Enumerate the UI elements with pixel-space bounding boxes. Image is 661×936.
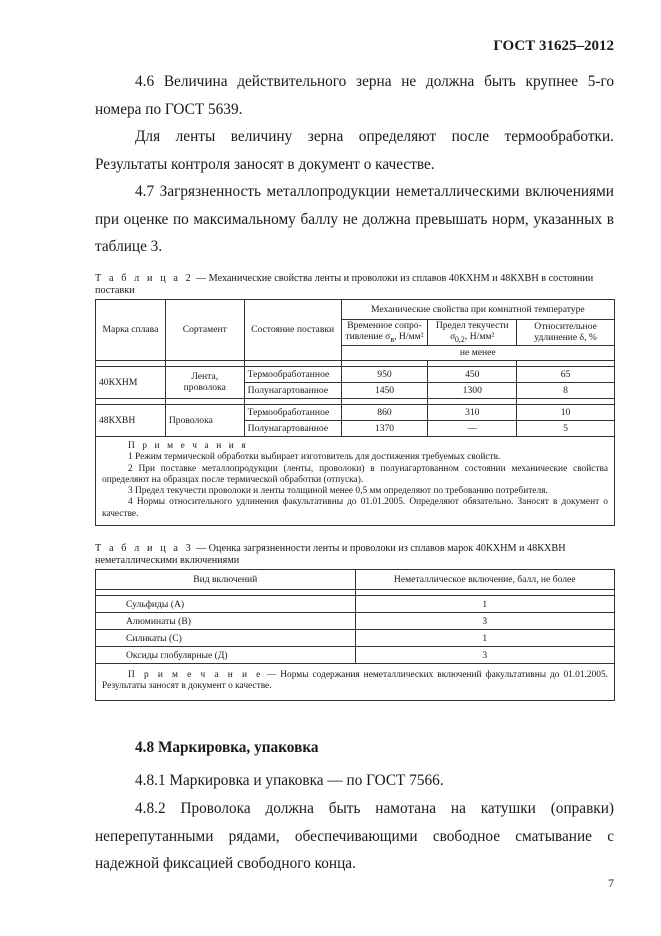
header-tensile-line1: Временное сопро- [347, 320, 422, 331]
cell-condition: Полунагартованное [244, 420, 341, 436]
header-elongation-line1: Относительное [534, 321, 597, 333]
cell-inclusion-score: 1 [355, 596, 615, 613]
header-min-note: не менее [341, 345, 614, 360]
cell-inclusion-score: 1 [355, 630, 615, 647]
cell-tensile: 950 [341, 366, 428, 382]
cell-assortment [165, 366, 244, 398]
paragraph-4-7: 4.7 Загрязненность металлопродукции неметаллическими включениями при оценке по максимальному баллу не должна превышать норм, указанных в таблице 3. [95, 183, 614, 255]
table3-caption-label: Т а б л и ц а 3 [95, 543, 194, 554]
header-yield-strength [428, 320, 517, 346]
table2-notes-title: П р и м е ч а н и я [128, 440, 249, 451]
table3-caption-text: — Оценка загрязненности ленты и проволоки из сплавов марок 40КХНМ и 48КХВН неметаллическими включениями [95, 543, 566, 566]
paragraph-4-6-grain: Для ленты величину зерна определяют после термообработки. Результаты контроля заносят в документ о качестве. [95, 128, 614, 173]
header-grade: Марка сплава [96, 300, 166, 361]
table2-note-3: 3 Предел текучести проволоки и ленты толщиной менее 0,5 мм определяют по требованию потребителя. [128, 486, 548, 497]
paragraph-4-8-2: 4.8.2 Проволока должна быть намотана на катушки (оправки) неперепутанными рядами, обеспечивающими свободное сматывание с надежной фиксацией свободного конца. [95, 800, 614, 872]
table2-caption-text: — Механические свойства ленты и проволоки из сплавов 40КХНМ и 48КХВН в состоянии поставки [95, 273, 594, 296]
cell-tensile: 860 [341, 404, 428, 420]
header-assortment: Сортамент [165, 300, 244, 361]
doc-code-header: ГОСТ 31625–2012 [493, 38, 614, 54]
table3-caption [95, 543, 615, 566]
cell-yield: 310 [428, 404, 517, 420]
table2-mechanical-properties [95, 299, 615, 526]
cell-condition: Полунагартованное [244, 382, 341, 398]
table-row [96, 613, 615, 630]
header-inclusion-kind: Вид включений [96, 570, 356, 590]
table2-note-1: 1 Режим термической обработки выбирает изготовитель для достижения требуемых свойств. [128, 452, 501, 463]
table2-caption [95, 273, 615, 296]
table-row [96, 630, 615, 647]
cell-assortment-line2: проволока [183, 382, 226, 394]
cell-condition: Термообработанное [244, 366, 341, 382]
cell-assortment-line1: Лента, [191, 371, 219, 383]
table-row [96, 366, 615, 382]
page-number: 7 [608, 876, 614, 890]
header-elongation [517, 320, 615, 346]
header-mechanical-group: Механические свойства при комнатной температуре [341, 300, 614, 320]
header-tensile-unit: , Н/мм² [394, 331, 424, 342]
cell-grade: 48КХВН [96, 404, 166, 436]
header-yield-sigma: σ [450, 331, 455, 342]
header-tensile-line2: тивление σ [345, 331, 391, 342]
header-yield-sub: 0,2 [454, 334, 465, 344]
header-tensile-sub: в [390, 334, 395, 344]
cell-inclusion-kind: Алюминаты (В) [96, 613, 356, 630]
cell-assortment: Проволока [165, 404, 244, 436]
cell-elongation: 5 [517, 420, 615, 436]
cell-elongation: 10 [517, 404, 615, 420]
header-inclusion-score: Неметаллическое включение, балл, не более [355, 570, 615, 590]
cell-inclusion-score: 3 [355, 613, 615, 630]
cell-yield: — [428, 420, 517, 436]
table-row [96, 596, 615, 613]
header-yield-line1: Предел текучести [435, 320, 509, 331]
table3-note-label: П р и м е ч а н и е [128, 670, 263, 680]
cell-grade: 40КХНМ [96, 366, 166, 398]
table2-note-2: 2 При поставке металлопродукции (ленты, проволоки) в полунагартованном состоянии механические свойства определяют на образцах после термической обработки (отпуска). [102, 463, 608, 485]
table2-notes [96, 436, 615, 525]
cell-yield: 1300 [428, 382, 517, 398]
header-condition: Состояние поставки [244, 300, 341, 361]
cell-inclusion-kind: Силикаты (С) [96, 630, 356, 647]
cell-yield: 450 [428, 366, 517, 382]
cell-inclusion-kind: Оксиды глобулярные (Д) [96, 647, 356, 664]
paragraph-4-8-1: 4.8.1 Маркировка и упаковка — по ГОСТ 7566. [135, 772, 444, 789]
table3-note-text: — Нормы содержания неметаллических включений факультативны до 01.01.2005. Результаты заносят в документ о качестве. [102, 670, 608, 692]
cell-tensile: 1450 [341, 382, 428, 398]
table3-note [96, 664, 615, 701]
paragraph-4-6: 4.6 Величина действительного зерна не должна быть крупнее 5-го номера по ГОСТ 5639. [95, 73, 614, 118]
cell-elongation: 65 [517, 366, 615, 382]
header-yield-unit: , Н/мм² [464, 331, 495, 342]
header-tensile-strength [341, 320, 428, 346]
cell-inclusion-kind: Сульфиды (А) [96, 596, 356, 613]
table-row [96, 404, 615, 420]
cell-condition: Термообработанное [244, 404, 341, 420]
cell-elongation: 8 [517, 382, 615, 398]
cell-inclusion-score: 3 [355, 647, 615, 664]
table3-inclusions [95, 569, 615, 701]
table2-note-4: 4 Нормы относительного удлинения факультативны до 01.01.2005. Определяют обязательно. Заносят в документ о качестве. [102, 497, 608, 519]
table-row [96, 647, 615, 664]
cell-tensile: 1370 [341, 420, 428, 436]
header-elongation-line2: удлинение δ, % [534, 332, 597, 344]
section-4-8-heading: 4.8 Маркировка, упаковка [135, 739, 319, 756]
table2-caption-label: Т а б л и ц а 2 [95, 273, 194, 284]
